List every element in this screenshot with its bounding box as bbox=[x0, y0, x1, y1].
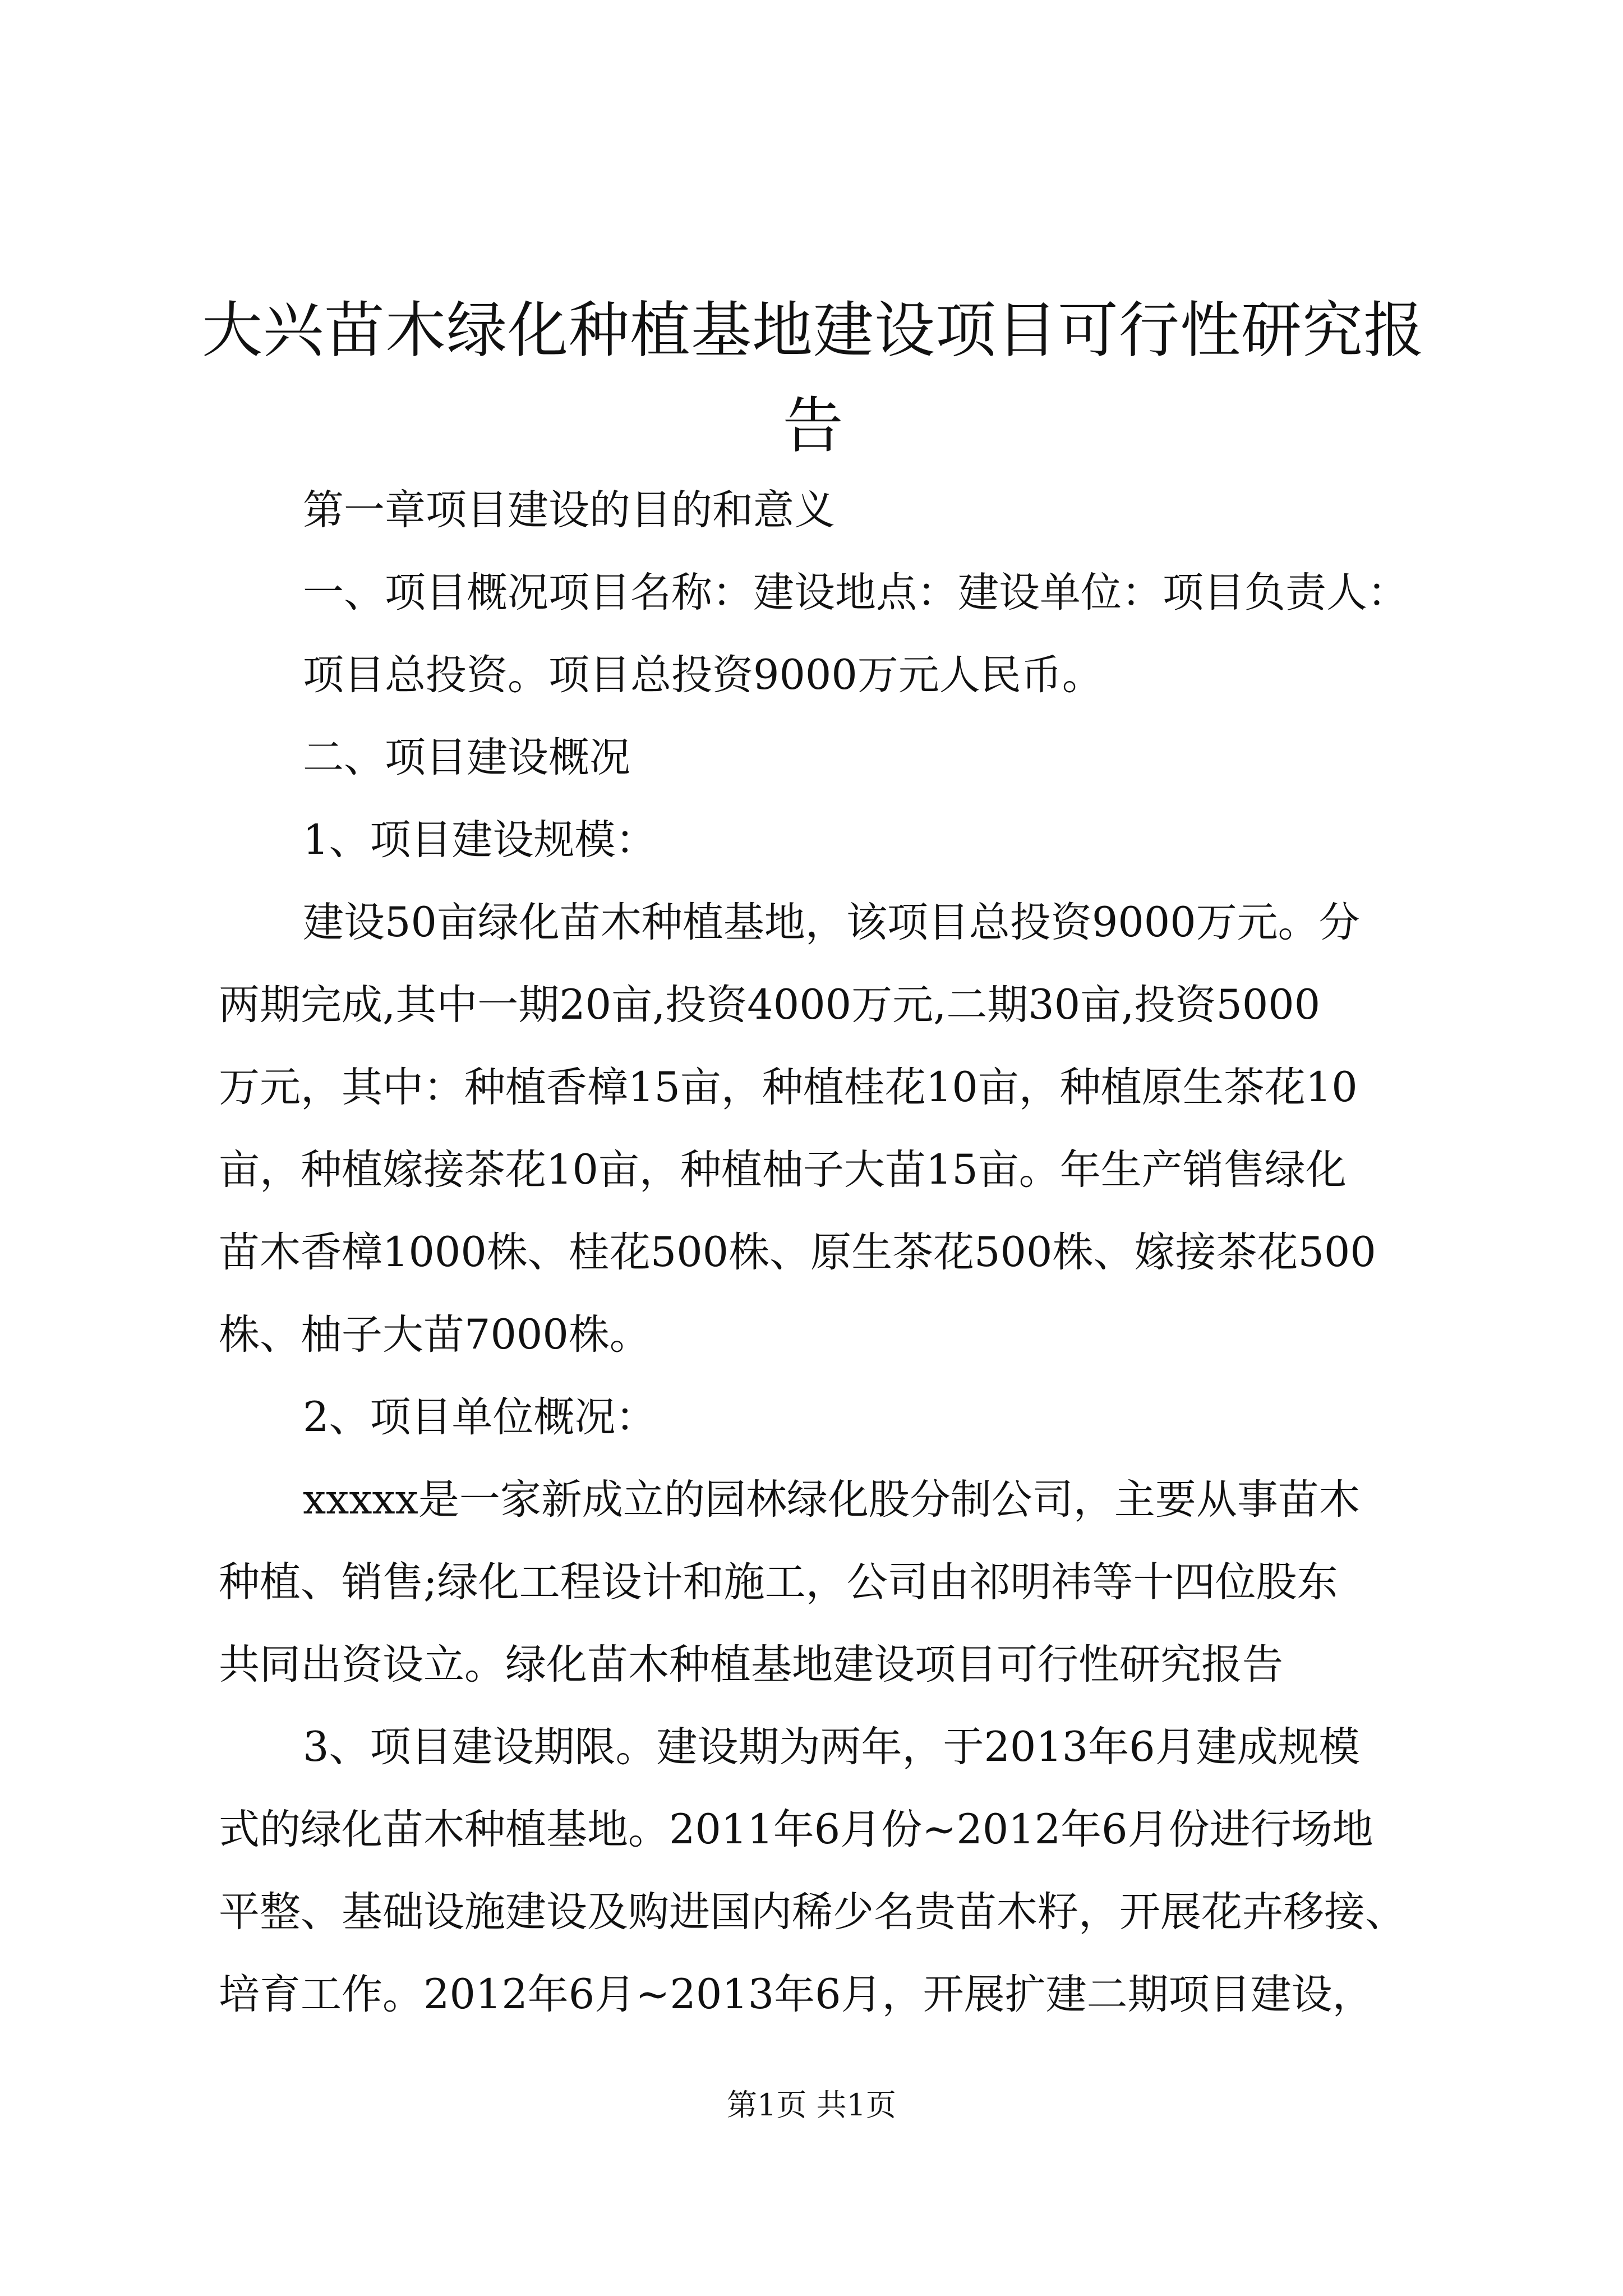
page-footer: 第1页 共1页 bbox=[727, 2087, 896, 2123]
subsection-heading: 1、项目建设规模： bbox=[303, 816, 657, 864]
body-line: 共同出资设立。绿化苗木种植基地建设项目可行性研究报告 bbox=[219, 1641, 1283, 1688]
body-line: 亩，种植嫁接茶花10亩，种植柚子大苗15亩。年生产销售绿化 bbox=[219, 1146, 1347, 1194]
body-line: 两期完成,其中一期20亩,投资4000万元,二期30亩,投资5000 bbox=[219, 981, 1321, 1029]
body-line: 3、项目建设期限。建设期为两年，于2013年6月建成规模 bbox=[303, 1723, 1360, 1771]
body-line: 一、项目概况项目名称：建设地点：建设单位：项目负责人： bbox=[303, 569, 1408, 616]
body-line: 万元，其中：种植香樟15亩，种植桂花10亩，种植原生茶花10 bbox=[219, 1064, 1358, 1111]
section-heading: 二、项目建设概况 bbox=[303, 734, 630, 781]
body-line: 项目总投资。项目总投资9000万元人民币。 bbox=[303, 651, 1103, 699]
body-line: 株、柚子大苗7000株。 bbox=[219, 1311, 651, 1359]
body-line: 建设50亩绿化苗木种植基地，该项目总投资9000万元。分 bbox=[303, 899, 1360, 946]
document-title: 大兴苗木绿化种植基地建设项目可行性研究报告 bbox=[202, 296, 1425, 461]
subsection-heading: 2、项目单位概况： bbox=[303, 1393, 657, 1441]
body-line: 种植、销售;绿化工程设计和施工，公司由祁明祎等十四位股东 bbox=[219, 1558, 1338, 1606]
chapter-heading: 第一章项目建设的目的和意义 bbox=[303, 486, 835, 534]
body-line: 式的绿化苗木种植基地。2011年6月份~2012年6月份进行场地 bbox=[219, 1806, 1373, 1853]
body-line: 平整、基础设施建设及购进国内稀少名贵苗木籽，开展花卉移接、 bbox=[219, 1888, 1406, 1936]
body-line: 苗木香樟1000株、桂花500株、原生茶花500株、嫁接茶花500 bbox=[219, 1228, 1376, 1276]
document-body bbox=[219, 469, 1430, 2036]
body-line: 培育工作。2012年6月~2013年6月，开展扩建二期项目建设， bbox=[219, 1971, 1373, 2018]
body-line: xxxxx是一家新成立的园林绿化股分制公司，主要从事苗木 bbox=[303, 1476, 1360, 1524]
